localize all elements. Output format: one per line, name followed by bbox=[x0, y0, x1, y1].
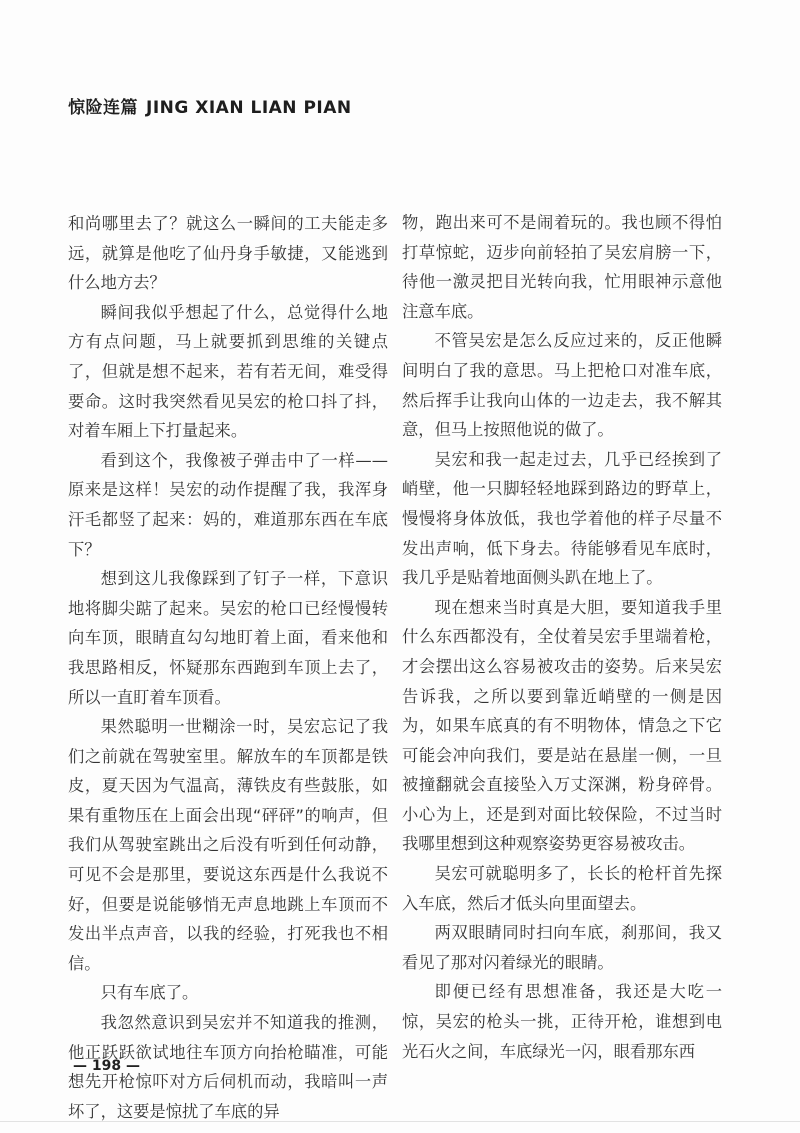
page-edge-line bbox=[0, 1121, 800, 1122]
paragraph: 看到这个，我像被子弹击中了一样——原来是这样！吴宏的动作提醒了我，我浑身汗毛都竖了起来：妈的，难道那东西在车底下？ bbox=[68, 450, 388, 559]
paragraph: 想到这儿我像踩到了钉子一样，下意识地将脚尖踮了起来。吴宏的枪口已经慢慢转向车顶，眼睛直勾勾地盯着上面，看来他和我思路相反，怀疑那东西跑到车顶上去了，所以一直盯着车顶看。 bbox=[68, 569, 388, 707]
left-text-column bbox=[68, 209, 388, 1126]
paragraph: 吴宏可就聪明多了，长长的枪杆首先探入车底，然后才低头向里面望去。 bbox=[402, 864, 722, 913]
right-text-column bbox=[402, 208, 722, 1066]
series-title-cn: 惊险连篇 bbox=[68, 98, 138, 118]
page-number: — 198 — bbox=[73, 1058, 140, 1074]
paragraph: 不管吴宏是怎么反应过来的，反正他瞬间明白了我的意思。马上把枪口对准车底，然后挥手让我向山体的一边走去，我不解其意，但马上按照他说的做了。 bbox=[402, 331, 722, 440]
paragraph: 瞬间我似乎想起了什么，总觉得什么地方有点问题，马上就要抓到思维的关键点了，但就是想不起来，若有若无间，难受得要命。这时我突然看见吴宏的枪口抖了抖，对着车厢上下打量起来。 bbox=[68, 302, 388, 441]
paragraph: 果然聪明一世糊涂一时，吴宏忘记了我们之前就在驾驶室里。解放车的车顶都是铁皮，夏天因为气温高，薄铁皮有些鼓胀，如果有重物压在上面会出现“砰砰”的响声，但我们从驾驶室跳出之后没有听到任何动静，可见不会是那里，要说这东西是什么我说不好，但要是说能够悄无声息地跳上车顶而不发出半点声音，以我的经验，打死我也不相信。 bbox=[68, 717, 388, 973]
paragraph: 和尚哪里去了？就这么一瞬间的工夫能走多远，就算是他吃了仙丹身手敏捷，又能逃到什么地方去？ bbox=[68, 214, 388, 293]
running-header bbox=[68, 93, 352, 118]
paragraph: 两双眼睛同时扫向车底，刹那间，我又看见了那对闪着绿光的眼睛。 bbox=[402, 923, 722, 972]
paragraph: 即便已经有思想准备，我还是大吃一惊，吴宏的枪头一挑，正待开枪，谁想到电光石火之间，车底绿光一闪，眼看那东西 bbox=[402, 982, 722, 1061]
series-title-pinyin: JING XIAN LIAN PIAN bbox=[146, 98, 352, 118]
paragraph: 吴宏和我一起走过去，几乎已经挨到了峭壁，他一只脚轻轻地踩到路边的野草上，慢慢将身体放低，我也学着他的样子尽量不发出声响，低下身去。待能够看见车底时，我几乎是贴着地面侧头趴在地上了。 bbox=[402, 449, 722, 588]
paragraph: 我忽然意识到吴宏并不知道我的推测，他正跃跃欲试地往车顶方向抬枪瞄准，可能想先开枪惊吓对方后伺机而动，我暗叫一声坏了，这要是惊扰了车底的异 bbox=[68, 1013, 388, 1121]
paragraph: 物，跑出来可不是闹着玩的。我也顾不得怕打草惊蛇，迈步向前轻拍了吴宏肩膀一下，待他一激灵把目光转向我，忙用眼神示意他注意车底。 bbox=[402, 213, 722, 321]
paragraph: 只有车底了。 bbox=[100, 983, 199, 1003]
paragraph: 现在想来当时真是大胆，要知道我手里什么东西都没有，全仗着吴宏手里端着枪，才会摆出这么容易被攻击的姿势。后来吴宏告诉我，之所以要到靠近峭壁的一侧是因为，如果车底真的有不明物体，情急之下它可能会冲向我们，要是站在悬崖一侧，一旦被撞翻就会直接坠入万丈深渊，粉身碎骨。小心为上，还是到对面比较保险，不过当时我哪里想到这种观察姿势更容易被攻击。 bbox=[402, 597, 722, 854]
